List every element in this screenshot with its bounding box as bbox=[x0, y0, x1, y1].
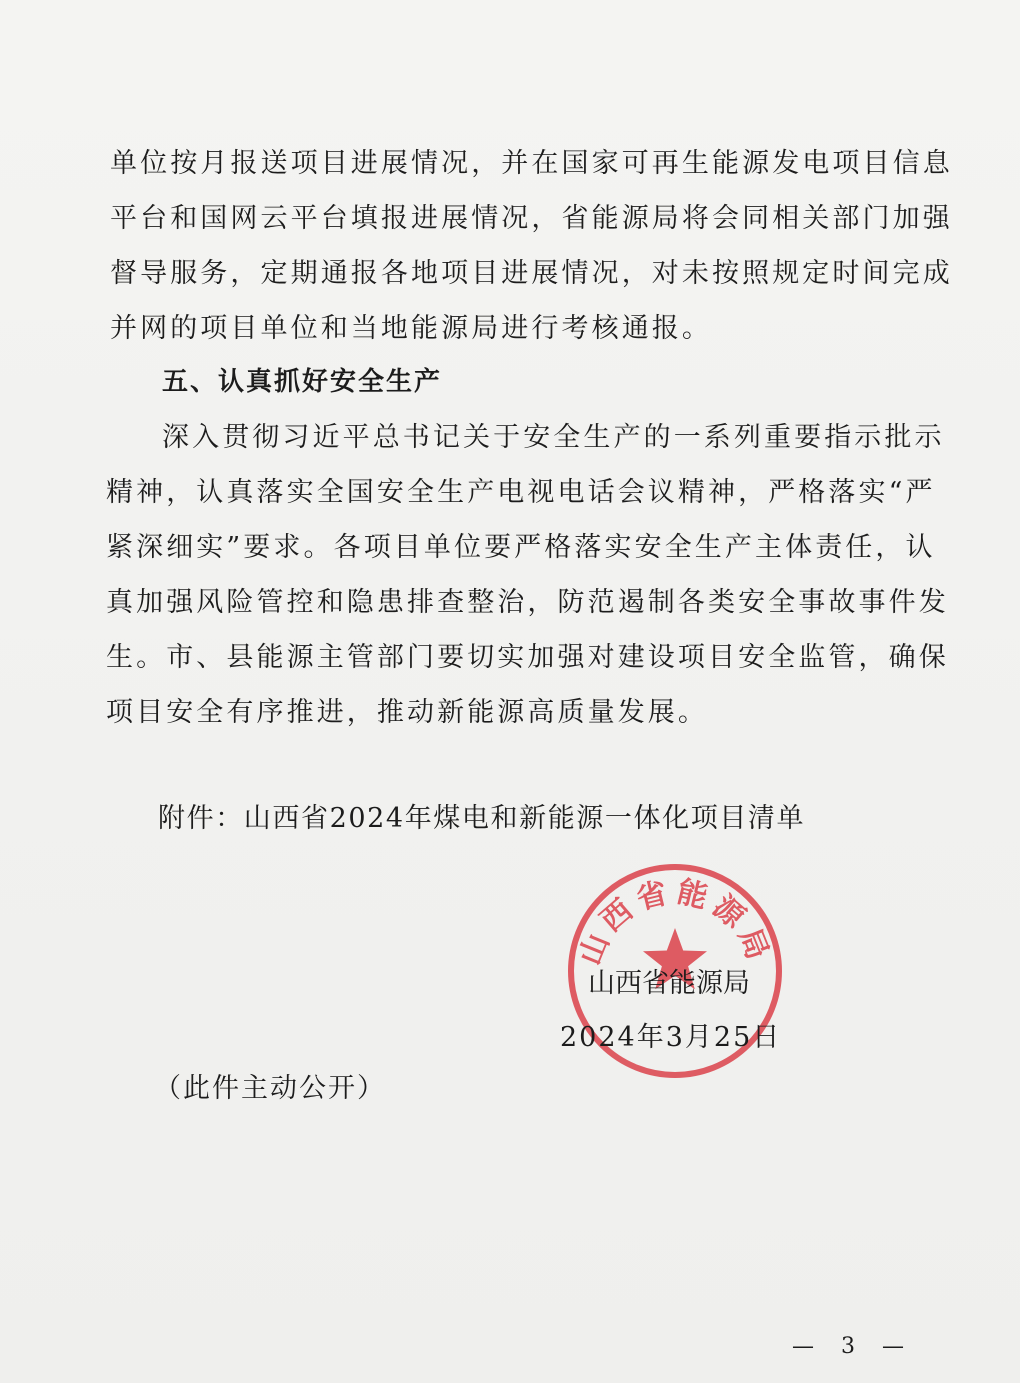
body-line-2: 平台和国网云平台填报进展情况，省能源局将会同相关部门加强 bbox=[110, 203, 953, 234]
seal-arc-text: 山西省能源局 bbox=[572, 874, 778, 970]
section-line-3: 紧深细实”要求。各项目单位要严格落实安全生产主体责任，认 bbox=[106, 532, 936, 563]
section-line-2: 精神，认真落实全国安全生产电视电话会议精神，严格落实“严 bbox=[106, 477, 936, 508]
section-line-5: 生。市、县能源主管部门要切实加强对建设项目安全监管，确保 bbox=[106, 642, 949, 673]
attachment-line: 附件：山西省2024年煤电和新能源一体化项目清单 bbox=[158, 803, 806, 834]
signature-org: 山西省能源局 bbox=[588, 968, 750, 999]
section-line-6: 项目安全有序推进，推动新能源高质量发展。 bbox=[106, 697, 708, 728]
signature-date: 2024年3月25日 bbox=[560, 1022, 782, 1053]
section-heading: 五、认真抓好安全生产 bbox=[162, 367, 443, 397]
body-line-3: 督导服务，定期通报各地项目进展情况，对未按照规定时间完成 bbox=[110, 258, 953, 289]
disclosure-note: （此件主动公开） bbox=[154, 1073, 386, 1104]
page-number: — 3 — bbox=[792, 1334, 914, 1359]
body-line-1: 单位按月报送项目进展情况，并在国家可再生能源发电项目信息 bbox=[110, 148, 953, 179]
body-line-4: 并网的项目单位和当地能源局进行考核通报。 bbox=[110, 313, 712, 344]
section-line-1: 深入贯彻习近平总书记关于安全生产的一系列重要指示批示 bbox=[162, 422, 945, 453]
section-line-4: 真加强风险管控和隐患排查整治，防范遏制各类安全事故事件发 bbox=[106, 587, 949, 618]
